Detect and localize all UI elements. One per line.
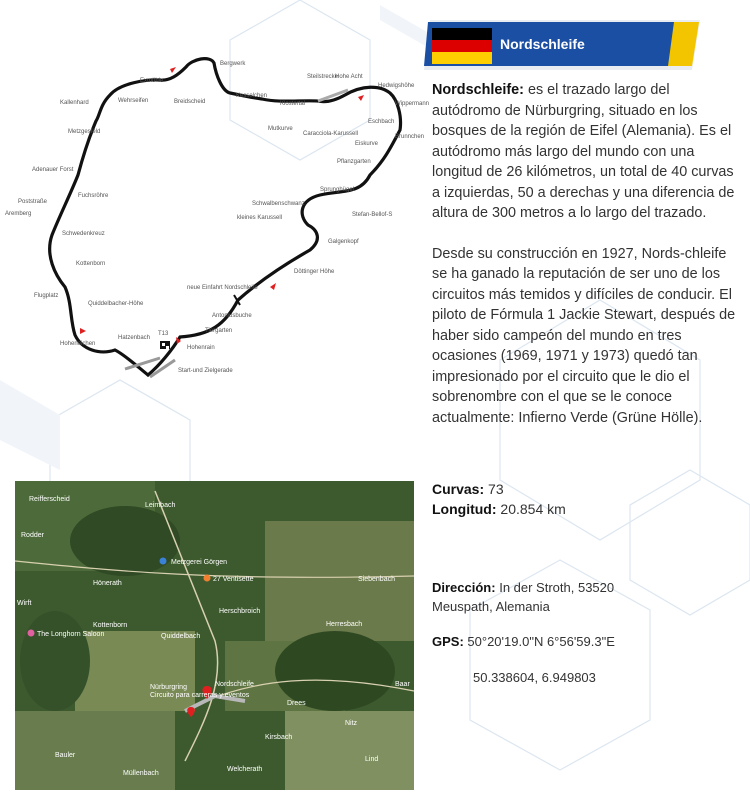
svg-text:Müllenbach: Müllenbach [123,770,159,777]
svg-text:Eschbach: Eschbach [368,119,395,125]
svg-text:Schwedenkreuz: Schwedenkreuz [62,231,105,237]
svg-text:Leimbach: Leimbach [145,502,176,509]
svg-text:Stefan-Bellof-S: Stefan-Bellof-S [352,212,393,218]
svg-text:Sprunghügel: Sprunghügel [320,187,355,193]
germany-flag-icon [432,28,492,64]
svg-text:Kirsbach: Kirsbach [265,734,293,741]
svg-text:Adenauer Forst: Adenauer Forst [32,167,74,173]
svg-text:Start-und Zielgerade: Start-und Zielgerade [178,368,233,374]
svg-text:T13: T13 [158,331,169,337]
svg-text:Metzgesfeld: Metzgesfeld [68,129,101,135]
svg-text:Hohenrain: Hohenrain [187,345,215,351]
address [432,578,614,616]
svg-text:Wirft: Wirft [17,600,32,607]
svg-text:Mutkurve: Mutkurve [268,126,293,132]
svg-text:Bauler: Bauler [55,752,76,759]
svg-text:Kallenhard: Kallenhard [60,100,89,106]
svg-text:Quiddelbach: Quiddelbach [161,633,201,640]
svg-text:Kottenborn: Kottenborn [76,261,106,267]
svg-text:Baar: Baar [395,681,410,688]
satellite-map-image [15,481,414,790]
svg-text:Circuito para carreras y event: Circuito para carreras y eventos [150,692,250,699]
longitud-value: 20.854 km [500,501,566,517]
svg-text:Hedwigshöhe: Hedwigshöhe [378,83,415,89]
gps-label: GPS: [432,634,464,649]
intro-text: es el trazado largo del autódromo de Nürburgring, situado en los bosques de la región de Eifel (Alemania). Es el autódromo más largo del mundo con una longitud de 26 kilómetros, un total de 40 curvas a izquierdas, 50 a derechas y una diferencia de altura de 300 metros a lo largo del trazado. [432,82,735,221]
description [432,80,737,448]
svg-text:The Longhorn Saloon: The Longhorn Saloon [37,631,105,638]
svg-text:Fuchsröhre: Fuchsröhre [78,193,109,199]
svg-text:27 Ventisette: 27 Ventisette [213,576,254,583]
svg-text:Aremberg: Aremberg [5,211,32,217]
svg-text:Eiskurve: Eiskurve [355,141,379,147]
svg-text:Herschbroich: Herschbroich [219,608,261,615]
svg-text:Döttinger Höhe: Döttinger Höhe [294,269,335,275]
svg-text:Herresbach: Herresbach [326,621,363,628]
svg-text:Hatzenbach: Hatzenbach [118,335,151,341]
svg-text:Steilstrecke: Steilstrecke [307,74,339,80]
svg-text:Siebenbach: Siebenbach [358,576,395,583]
svg-text:Nitz: Nitz [345,720,358,727]
gps [432,634,615,649]
svg-text:Kesselchen: Kesselchen [236,93,268,99]
track-labels [5,61,429,374]
svg-text:Klostertal: Klostertal [280,101,306,107]
paragraph-1 [432,80,737,224]
gps-dms: 50°20'19.0"N 6°56'59.3"E [467,634,615,649]
svg-text:Reifferscheid: Reifferscheid [29,496,70,503]
svg-text:Wippermann: Wippermann [395,101,430,107]
curvas-value: 73 [488,481,504,497]
svg-text:Brunnchen: Brunnchen [395,134,425,140]
track-map [0,45,430,390]
curvas-label: Curvas: [432,481,485,497]
svg-text:Quiddelbacher-Höhe: Quiddelbacher-Höhe [88,301,144,307]
paragraph-2: Desde su construcción en 1927, Nords-chleife se ha ganado la reputación de ser uno de los circuitos más temidos y difíciles de conducir. El piloto de Fórmula 1 Jackie Stewart, después de haber sido campeón del mundo en tres ocasiones (1969, 1971 y 1973) quedó tan impresionado por el circuito que le dio el sobrenombre con el que se le conoce actualmente: Infierno Verde (Grüne Hölle). [432,245,736,426]
track-stats [432,479,566,519]
address-line2: Meuspath, Alemania [432,599,550,614]
svg-text:Lind: Lind [365,756,379,763]
svg-text:Breidscheid: Breidscheid [174,99,206,105]
svg-text:Schwalbenschwanz: Schwalbenschwanz [252,201,305,207]
address-line1: In der Stroth, 53520 [499,580,615,595]
svg-text:Wehrseifen: Wehrseifen [118,98,149,104]
svg-text:kleines Karussell: kleines Karussell [237,215,283,221]
svg-text:Welcherath: Welcherath [227,766,263,773]
svg-text:Bergwerk: Bergwerk [220,61,246,67]
satellite-map[interactable] [15,481,414,790]
svg-text:Hönerath: Hönerath [93,580,122,587]
svg-text:Antoniusbuche: Antoniusbuche [212,313,252,319]
svg-text:Caracciola-Karussell: Caracciola-Karussell [303,131,359,137]
svg-text:Exmühle: Exmühle [140,78,164,84]
svg-text:Metzgerei Görgen: Metzgerei Görgen [171,559,228,566]
address-label: Dirección: [432,580,496,595]
svg-text:Kottenborn: Kottenborn [93,622,128,629]
svg-text:Drees: Drees [287,700,306,707]
longitud-label: Longitud: [432,501,497,517]
svg-text:Galgenkopf: Galgenkopf [328,239,359,245]
svg-text:Rodder: Rodder [21,532,44,539]
svg-text:Hoheneichen: Hoheneichen [60,341,96,347]
intro-title: Nordschleife: [432,82,524,98]
svg-text:neue Einfahrt Nordschleife: neue Einfahrt Nordschleife [187,285,258,291]
banner-title: Nordschleife [500,36,585,52]
svg-text:Tiergarten: Tiergarten [205,328,233,334]
svg-text:Poststraße: Poststraße [18,199,48,205]
svg-text:Nürburgring: Nürburgring [150,684,187,691]
svg-text:Nordschleife: Nordschleife [215,681,254,688]
svg-text:Flugplatz: Flugplatz [34,293,59,299]
gps-decimal: 50.338604, 6.949803 [473,670,596,685]
svg-text:Pflanzgarten: Pflanzgarten [337,159,371,165]
svg-text:Hohe Acht: Hohe Acht [335,74,363,80]
